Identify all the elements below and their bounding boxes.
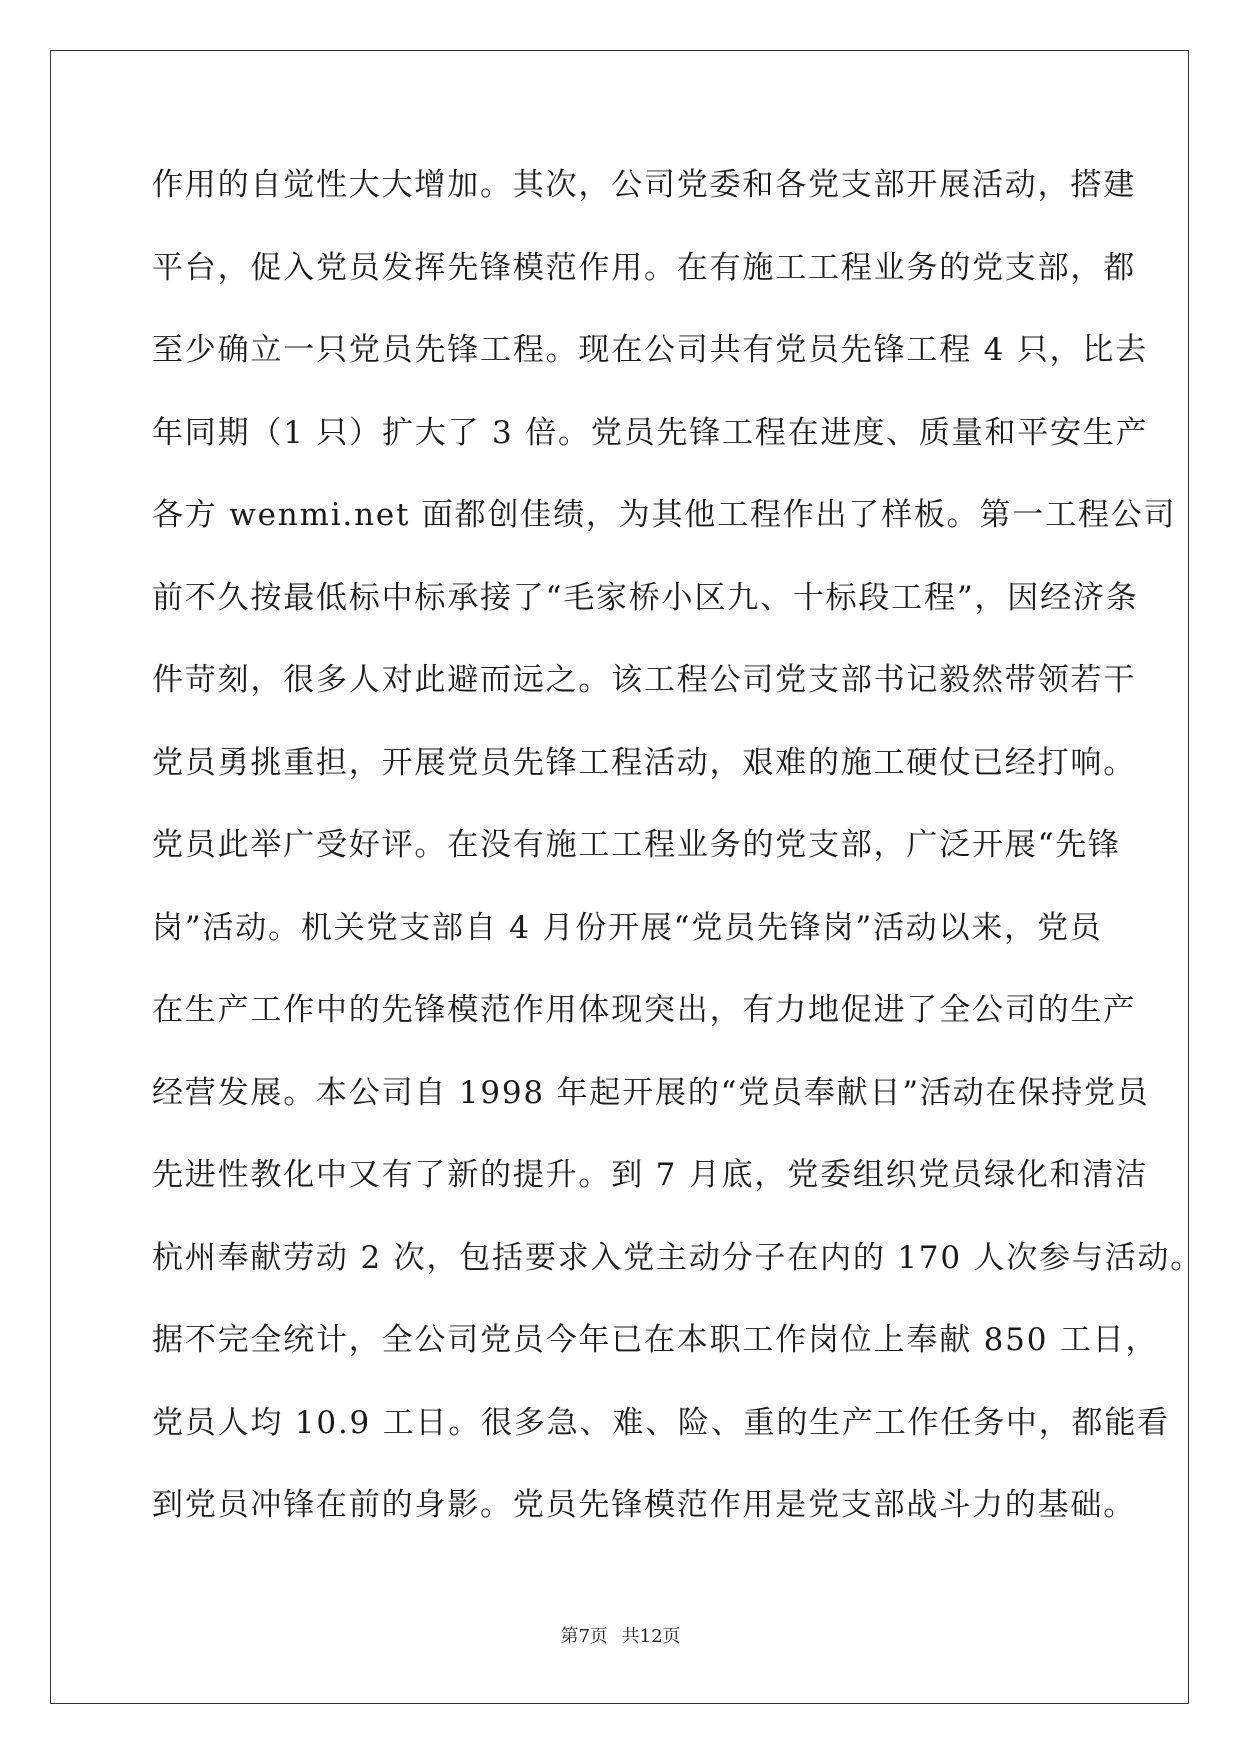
text-line: 年同期（1 只）扩大了 3 倍。党员先锋工程在进度、质量和平安生产 (152, 414, 1149, 451)
text-line: 据不完全统计，全公司党员今年已在本职工作岗位上奉献 850 工日， (152, 1322, 1159, 1358)
text-line: 党员人均 10.9 工日。很多急、难、险、重的生产工作任务中，都能看 (152, 1404, 1170, 1441)
total-page-count: 共12页 (621, 1626, 681, 1647)
text-line: 平台，促入党员发挥先锋模范作用。在有施工工程业务的党支部，都 (152, 249, 1136, 286)
text-line: 党员此举广受好评。在没有施工工程业务的党支部，广泛开展“先锋 (152, 827, 1121, 863)
page-footer (0, 1622, 1241, 1648)
text-line: 到党员冲锋在前的身影。党员先锋模范作用是党支部战斗力的基础。 (152, 1487, 1136, 1523)
text-line: 岗”活动。机关党支部自 4 月份开展“党员先锋岗”活动以来，党员 (152, 909, 1103, 946)
body-text (152, 160, 1204, 1563)
text-line: 各方 wenmi.net 面都创佳绩，为其他工程作出了样板。第一工程公司 (152, 497, 1177, 533)
current-page-number: 第7页 (560, 1626, 608, 1647)
text-line: 至少确立一只党员先锋工程。现在公司共有党员先锋工程 4 只，比去 (152, 332, 1149, 368)
text-line: 党员勇挑重担，开展党员先锋工程活动，艰难的施工硬仗已经打响。 (152, 744, 1136, 781)
text-line: 前不久按最低标中标承接了“毛家桥小区九、十标段工程”，因经济条 (152, 579, 1139, 616)
text-line: 杭州奉献劳动 2 次，包括要求入党主动分子在内的 170 人次参与活动。 (152, 1239, 1204, 1276)
text-line: 先进性教化中又有了新的提升。到 7 月底，党委组织党员绿化和清洁 (152, 1157, 1149, 1193)
text-line: 经营发展。本公司自 1998 年起开展的“党员奉献日”活动在保持党员 (152, 1074, 1150, 1111)
text-line: 件苛刻，很多人对此避而远之。该工程公司党支部书记毅然带领若干 (152, 662, 1136, 698)
text-line: 作用的自觉性大大增加。其次，公司党委和各党支部开展活动，搭建 (152, 167, 1136, 203)
text-line: 在生产工作中的先锋模范作用体现突出，有力地促进了全公司的生产 (152, 992, 1136, 1028)
